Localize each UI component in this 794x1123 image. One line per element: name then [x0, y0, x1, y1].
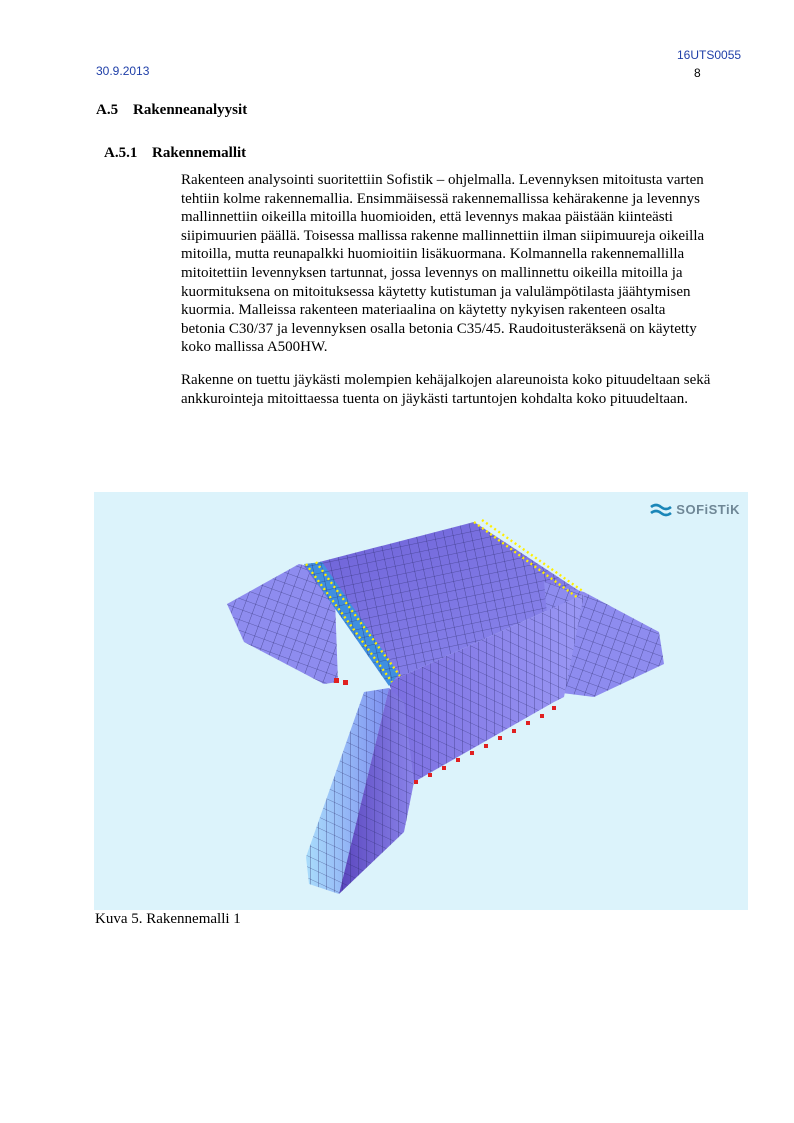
text-line: mitoitettiin levennyksen tartunnat, jossa levennys on mallinnettu oikeilla mitoilla ja [181, 264, 683, 281]
paragraph-1 [181, 171, 749, 357]
text-line: mallinnettiin oikeilla mitoilla huomioiden, että levennys makaa päistään kiinteästi [181, 209, 673, 226]
document-date: 30.9.2013 [96, 64, 150, 78]
wing-wall [306, 688, 414, 894]
page-number: 8 [694, 66, 701, 80]
paragraph-2 [181, 371, 749, 408]
text-line: Rakenteen analysointi suoritettiin Sofistik – ohjelmalla. Levennyksen mitoitusta varten [181, 172, 704, 188]
section-heading [96, 102, 247, 119]
sofistik-logo-text: SOFiSTiK [676, 502, 740, 517]
document-code: 16UTS0055 [677, 48, 742, 62]
text-line: koko mallissa A500HW. [181, 339, 328, 356]
sofistik-wave-icon [650, 503, 672, 517]
text-line: siipimuurien päällä. Toisessa mallissa rakenne mallinnettiin ilman siipimuureja oikeilla [181, 227, 705, 244]
subsection-number: A.5.1 [104, 145, 138, 161]
figure-caption: Kuva 5. Rakennemalli 1 [95, 911, 241, 927]
sofistik-logo [650, 502, 740, 517]
text-line: kuormituksena on mitoituksessa käytetty kutistuman ja valulämpötilasta jäähtymisen [181, 283, 691, 300]
text-line: Rakenne on tuettu jäykästi molempien kehäjalkojen alareunoista koko pituudeltaan sekä [181, 372, 711, 388]
section-title: Rakenneanalyysit [133, 102, 248, 118]
subsection-title: Rakennemallit [152, 145, 247, 161]
text-line: kuormia. Malleissa rakenteen materiaalina on käytetty nykyisen rakenteen osalta [181, 302, 666, 319]
structural-model-figure [94, 492, 748, 910]
text-line: tehtiin kolme rakennemallia. Ensimmäisessä rakennemallissa kehärakenne ja levennys [181, 190, 700, 207]
fem-mesh-model [94, 492, 748, 910]
text-line: ankkurointeja mitoittaessa tuenta on jäykästi tartuntojen kohdalta koko pituudeltaan. [181, 390, 688, 407]
text-line: betonia C30/37 ja levennyksen osalla betonia C35/45. Raudoitusteräksenä on käytetty [181, 320, 697, 337]
text-line: mitoilla, mutta reunapalkki huomioitiin lisäkuormana. Kolmannella rakennemallilla [181, 246, 685, 263]
section-number: A.5 [96, 102, 119, 118]
subsection-heading [104, 145, 246, 162]
